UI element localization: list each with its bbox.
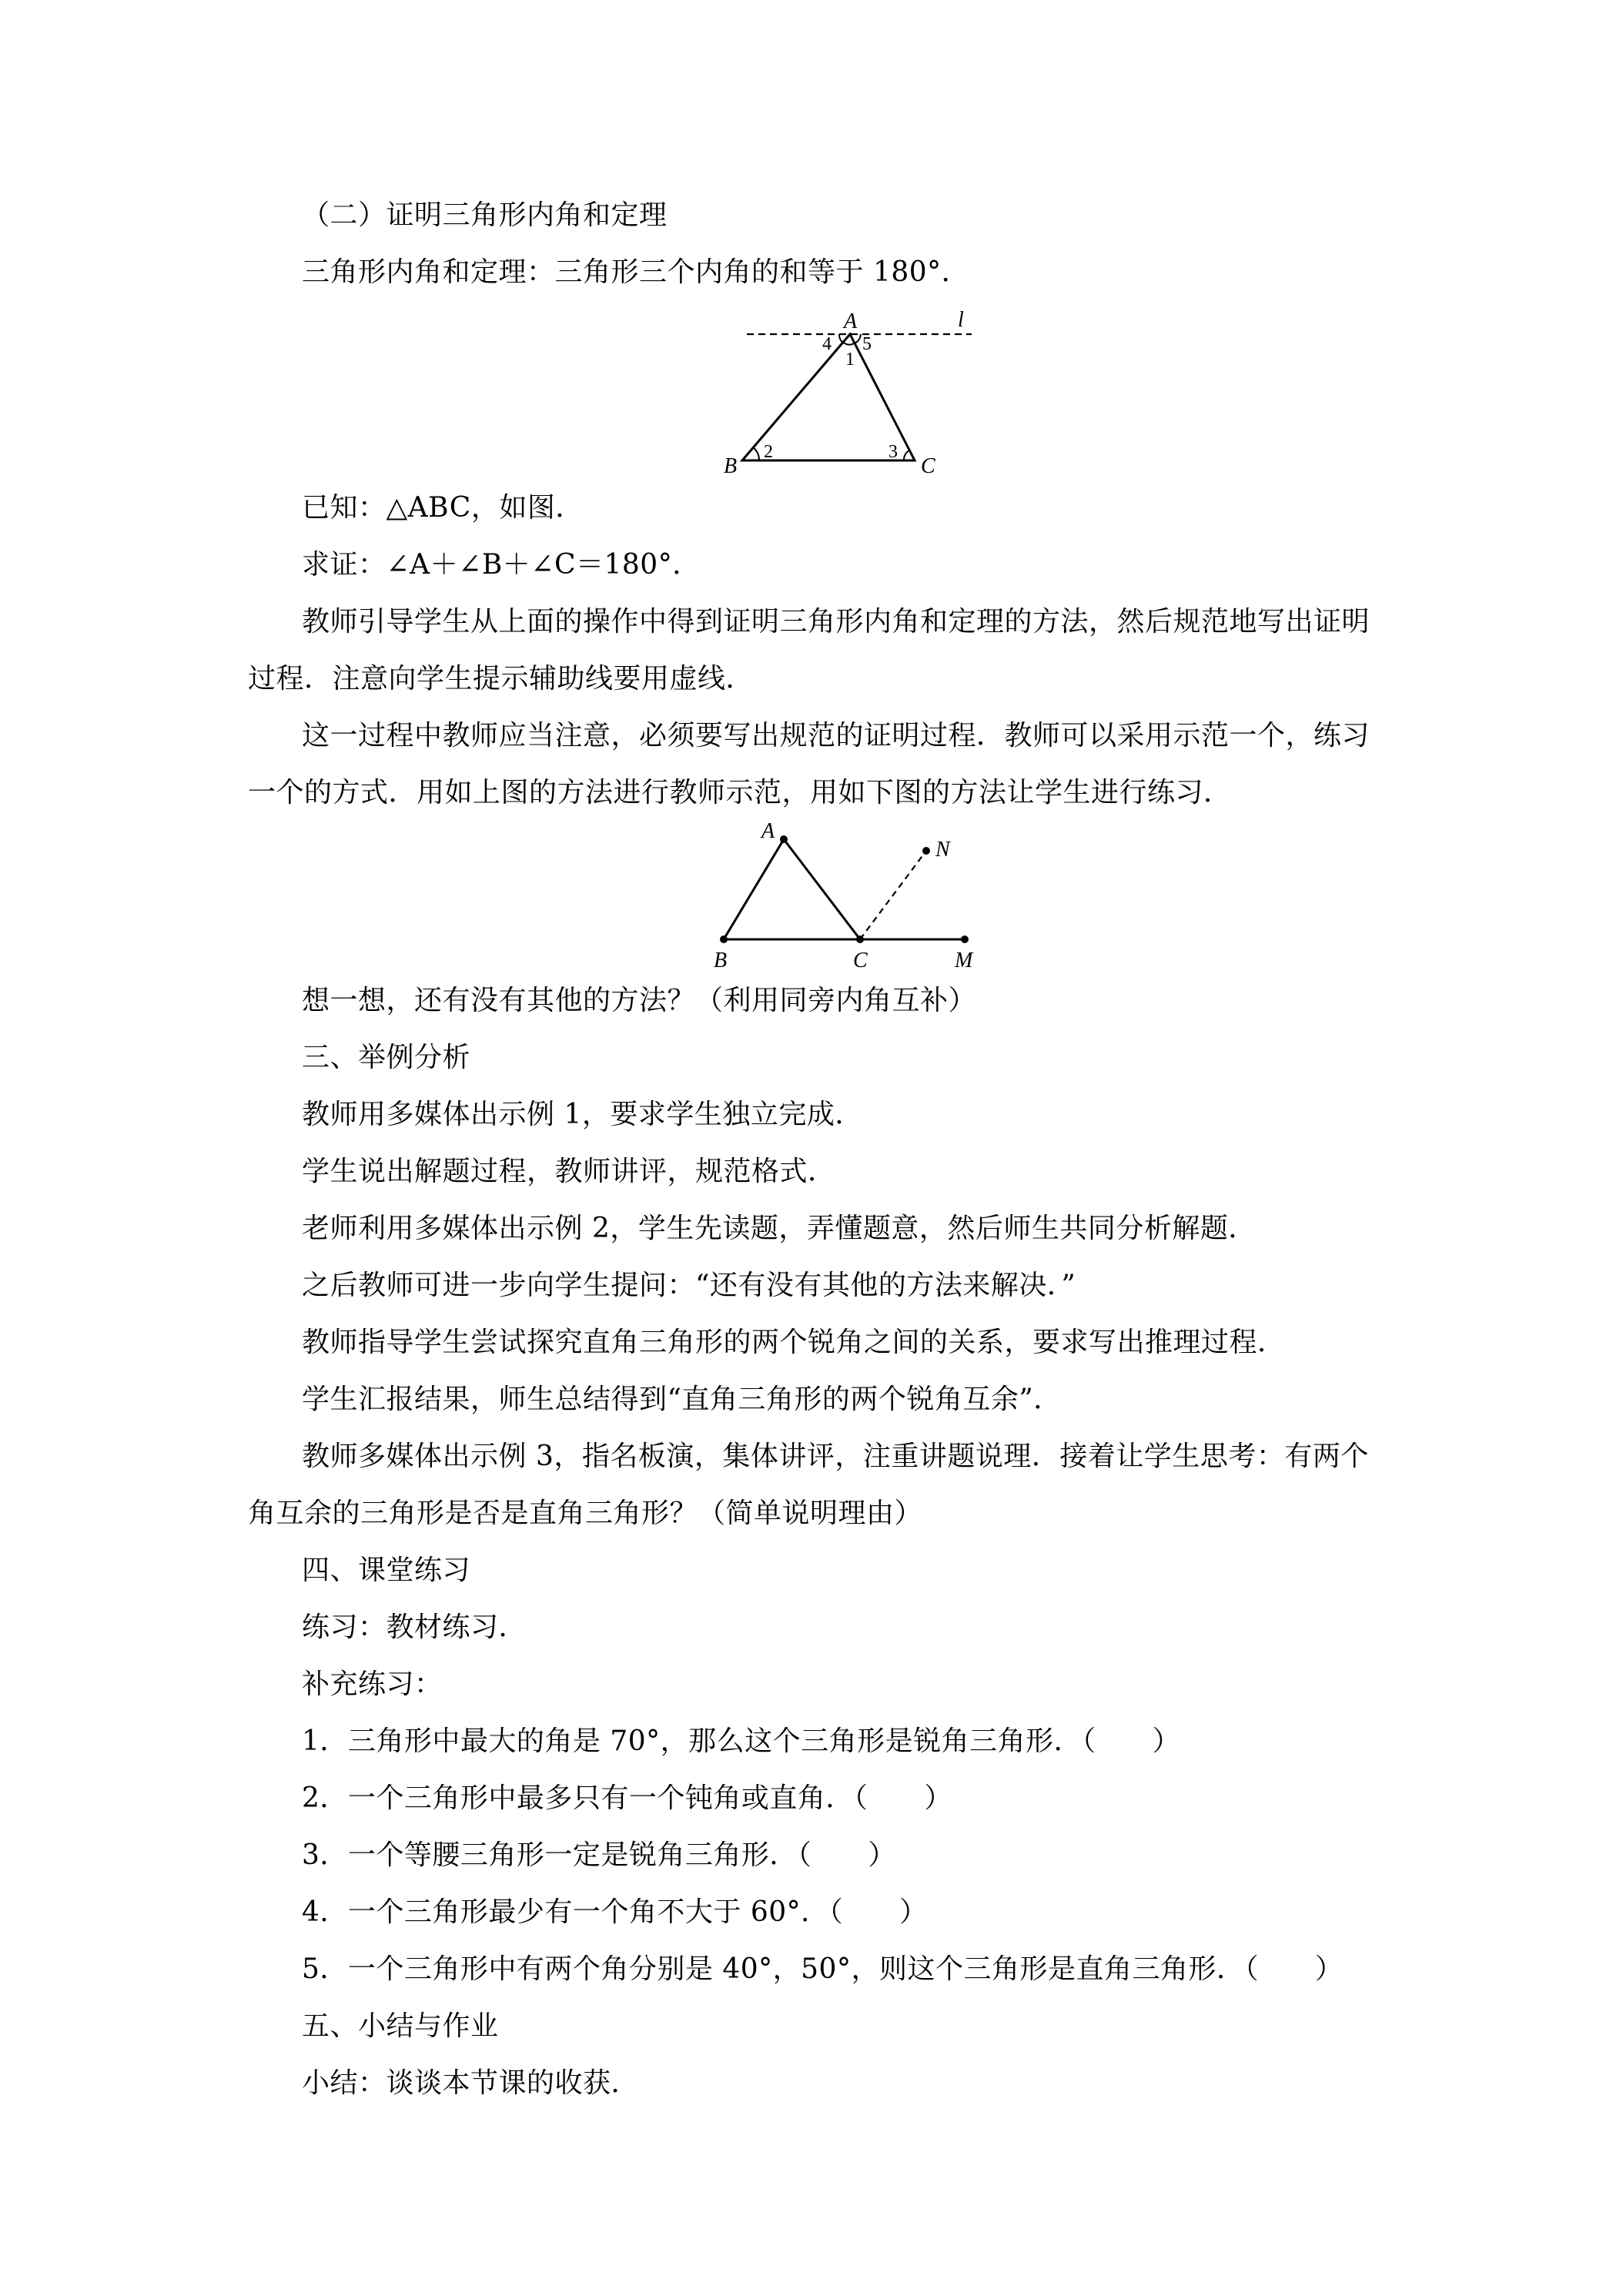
paragraph-line: 补充练习： bbox=[302, 1668, 443, 1700]
paragraph-line: 练习：教材练习． bbox=[302, 1612, 527, 1643]
paragraph-line: 教师多媒体出示例 3，指名板演，集体讲评，注重讲题说理．接着让学生思考：有两个 bbox=[302, 1441, 1369, 1472]
label-C: C bbox=[921, 454, 935, 477]
angle-arc-2 bbox=[753, 447, 759, 460]
paragraph-line: 角互余的三角形是否是直角三角形？（简单说明理由） bbox=[248, 1498, 923, 1529]
paragraph-line: 小结：谈谈本节课的收获． bbox=[302, 2067, 640, 2099]
triangle-abc bbox=[724, 839, 860, 939]
paragraph-line: 这一过程中教师应当注意，必须要写出规范的证明过程．教师可以采用示范一个，练习 bbox=[302, 720, 1370, 751]
angle-arc-1 bbox=[844, 343, 854, 345]
paragraph-line: 教师引导学生从上面的操作中得到证明三角形内角和定理的方法，然后规范地写出证明 bbox=[302, 606, 1370, 638]
dashed-line-cn bbox=[860, 851, 926, 939]
exercise-item: 4．一个三角形最少有一个角不大于 60°．（ ） bbox=[302, 1896, 928, 1928]
paragraph-line: 过程．注意向学生提示辅助线要用虚线． bbox=[248, 663, 755, 694]
paragraph-line: 一个的方式．用如上图的方法进行教师示范，用如下图的方法让学生进行练习． bbox=[248, 777, 1232, 808]
exercise-item: 5．一个三角形中有两个角分别是 40°，50°，则这个三角形是直角三角形．（ ） bbox=[302, 1953, 1344, 1985]
section-heading-examples: 三、举例分析 bbox=[302, 1042, 471, 1073]
label-A: A bbox=[844, 310, 858, 333]
paragraph-line: 老师利用多媒体出示例 2，学生先读题，弄懂题意，然后师生共同分析解题． bbox=[302, 1213, 1257, 1244]
paragraph-line: 教师用多媒体出示例 1，要求学生独立完成． bbox=[302, 1099, 863, 1130]
section-heading-summary: 五、小结与作业 bbox=[302, 2010, 499, 2042]
label-angle-4: 4 bbox=[822, 334, 832, 354]
label-B: B bbox=[714, 949, 728, 970]
angle-arc-4 bbox=[839, 334, 844, 343]
label-angle-3: 3 bbox=[888, 442, 898, 462]
paragraph-line: 学生汇报结果，师生总结得到“直角三角形的两个锐角互余”． bbox=[302, 1384, 1062, 1415]
section-heading-practice: 四、课堂练习 bbox=[302, 1555, 471, 1586]
point-N bbox=[922, 847, 930, 855]
exercise-item: 2．一个三角形中最多只有一个钝角或直角．（ ） bbox=[302, 1782, 952, 1814]
figure-triangle-parallel-line bbox=[724, 306, 986, 477]
label-B: B bbox=[724, 454, 738, 477]
section-heading-prove-theorem: （二）证明三角形内角和定理 bbox=[302, 199, 668, 231]
paragraph-line: 学生说出解题过程，教师讲评，规范格式． bbox=[302, 1156, 836, 1187]
label-N: N bbox=[935, 838, 950, 862]
label-A: A bbox=[761, 819, 775, 843]
label-angle-2: 2 bbox=[764, 442, 773, 462]
angle-arc-3 bbox=[904, 450, 909, 460]
paragraph-line: 想一想，还有没有其他的方法？（利用同旁内角互补） bbox=[302, 985, 977, 1016]
point-A bbox=[780, 835, 788, 843]
paragraph-line: 教师指导学生尝试探究直角三角形的两个锐角之间的关系，要求写出推理过程． bbox=[302, 1327, 1286, 1358]
figure-triangle-extended-base bbox=[704, 816, 997, 970]
angle-arc-5 bbox=[855, 334, 861, 343]
point-B bbox=[720, 935, 728, 943]
theorem-statement: 三角形内角和定理：三角形三个内角的和等于 180°． bbox=[302, 256, 970, 288]
exercise-item: 1．三角形中最大的角是 70°，那么这个三角形是锐角三角形．（ ） bbox=[302, 1725, 1181, 1757]
exercise-item: 3．一个等腰三角形一定是锐角三角形．（ ） bbox=[302, 1839, 896, 1871]
paragraph-line: 之后教师可进一步向学生提问：“还有没有其他的方法来解决．” bbox=[302, 1270, 1076, 1301]
label-M: M bbox=[955, 949, 973, 970]
label-angle-5: 5 bbox=[862, 334, 872, 354]
label-l: l bbox=[958, 308, 964, 332]
given-statement: 已知：△ABC，如图． bbox=[302, 492, 584, 524]
point-M bbox=[961, 935, 969, 943]
prove-statement: 求证：∠A＋∠B＋∠C＝180°． bbox=[302, 549, 701, 581]
label-angle-1: 1 bbox=[845, 350, 855, 370]
point-C bbox=[856, 935, 864, 943]
label-C: C bbox=[853, 949, 868, 970]
